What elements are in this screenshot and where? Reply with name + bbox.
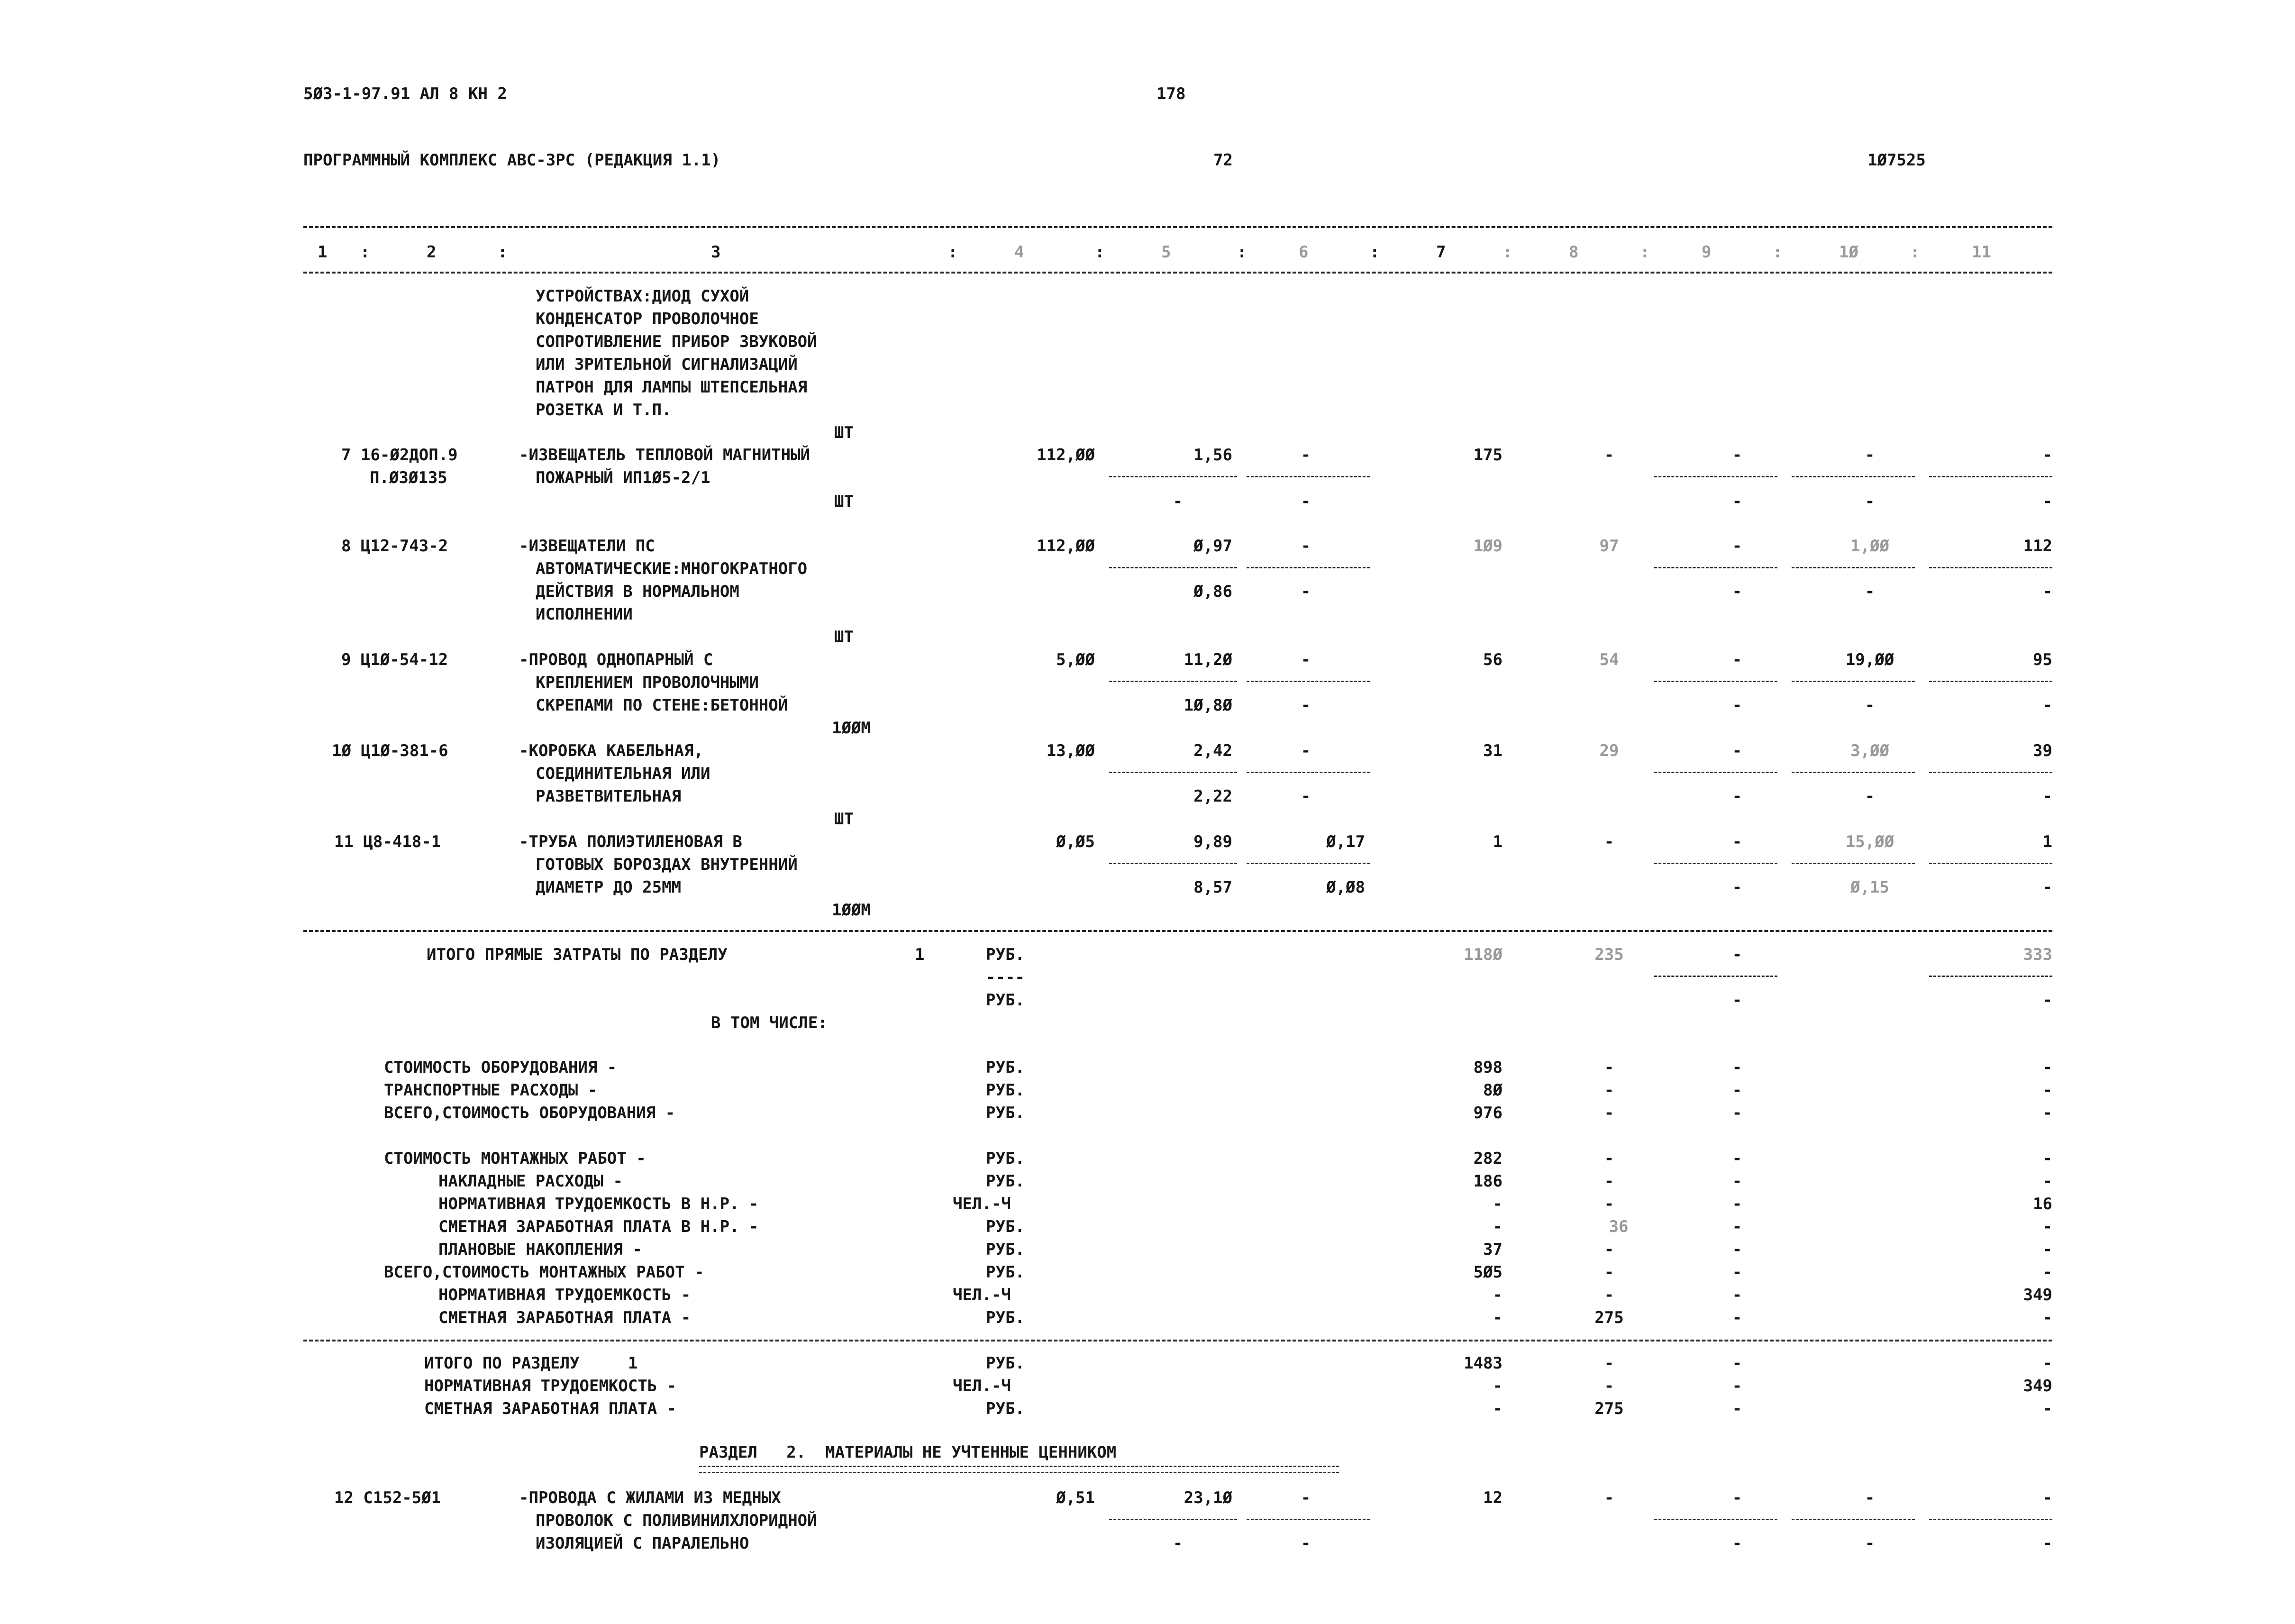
cell-c9: -	[1732, 741, 1742, 760]
unit-label: РУБ.	[986, 1058, 1025, 1077]
cell-total: 118Ø	[1464, 945, 1503, 964]
description-line: РОЗЕТКА И Т.П.	[536, 401, 672, 420]
cell-c9: -	[1732, 1399, 1742, 1418]
cell-divider	[1109, 567, 1237, 568]
cell-c11: -	[2042, 1172, 2052, 1191]
cell-c10-labor: -	[1865, 582, 1875, 601]
cell-c11: -	[2042, 1488, 2052, 1507]
cell-c11-labor: -	[2042, 492, 2052, 511]
cell-divider	[1929, 863, 2052, 864]
unit-label: РУБ.	[986, 1104, 1025, 1122]
program-title: ПРОГРАММНЫЙ КОМПЛЕКС АВС-3РС (РЕДАКЦИЯ 1.1)	[303, 151, 721, 170]
cell-divider	[1654, 1519, 1777, 1520]
breakdown-label: СТОИМОСТЬ ОБОРУДОВАНИЯ -	[384, 1058, 617, 1077]
cell-divider	[1792, 863, 1915, 864]
cell-c6-labor: -	[1301, 696, 1311, 715]
cell-divider	[1792, 681, 1915, 682]
section-total-label: НОРМАТИВНАЯ ТРУДОЕМКОСТЬ -	[424, 1377, 677, 1396]
item-description: РАЗВЕТВИТЕЛЬНАЯ	[536, 787, 682, 806]
cell-qty: 112,ØØ	[1037, 537, 1095, 556]
cell-c8: -	[1604, 1058, 1614, 1077]
unit-label: ШТ	[834, 423, 854, 442]
cell-c6: -	[1301, 650, 1311, 669]
document-code: 5Ø3-1-97.91 АЛ 8 КН 2	[303, 84, 507, 103]
item-code-ext: П.Ø3Ø135	[370, 468, 447, 487]
item-description: ПОЖАРНЫЙ ИП1Ø5-2/1	[536, 468, 710, 487]
cell-divider	[1247, 681, 1370, 682]
item-description: ГОТОВЫХ БОРОЗДАХ ВНУТРЕННИЙ	[536, 855, 798, 874]
item-code: 1Ø Ц1Ø-381-6	[332, 741, 448, 760]
table-top-rule	[303, 226, 2052, 228]
cell-divider	[1247, 1519, 1370, 1520]
col-header-6: 6	[1299, 243, 1309, 262]
cell-total: 56	[1483, 650, 1503, 669]
col-header-5: 5	[1161, 243, 1171, 262]
unit-label: РУБ.	[986, 945, 1025, 964]
description-line: СОПРОТИВЛЕНИЕ ПРИБОР ЗВУКОВОЙ	[536, 332, 817, 351]
cell-c9-labor: -	[1732, 696, 1742, 715]
col-separator: :	[1640, 243, 1650, 262]
cell-c5-labor: 2,22	[1193, 787, 1232, 806]
cell-total: -	[1493, 1217, 1503, 1236]
cell-c5-labor: 8,57	[1193, 878, 1232, 897]
including-heading: В ТОМ ЧИСЛЕ:	[711, 1013, 828, 1032]
cell-divider	[1929, 976, 2052, 977]
col-separator: :	[498, 243, 508, 262]
cell-unit-price: Ø,97	[1193, 537, 1232, 556]
cell-total: 12	[1483, 1488, 1503, 1507]
cell-total: 5Ø5	[1473, 1263, 1503, 1282]
cell-divider	[1654, 976, 1777, 977]
cell-c9-labor: -	[1732, 787, 1742, 806]
cell-total: 1Ø9	[1473, 537, 1503, 556]
col-header-4: 4	[1014, 243, 1024, 262]
cell-c10-labor: -	[1865, 492, 1875, 511]
description-line: КОНДЕНСАТОР ПРОВОЛОЧНОЕ	[536, 310, 759, 328]
breakdown-label: ВСЕГО,СТОИМОСТЬ ОБОРУДОВАНИЯ -	[384, 1104, 675, 1122]
cell-c9: -	[1732, 446, 1742, 465]
cell-c8: -	[1604, 1286, 1614, 1305]
description-line: УСТРОЙСТВАХ:ДИОД СУХОЙ	[536, 287, 749, 306]
cell-total: 8Ø	[1483, 1081, 1503, 1100]
document-number: 1Ø7525	[1867, 151, 1926, 170]
cell-c8: -	[1604, 1104, 1614, 1122]
cell-c9: -	[1732, 1058, 1742, 1077]
col-separator: :	[1370, 243, 1380, 262]
cell-divider	[1792, 567, 1915, 568]
cell-unit-price: 9,89	[1193, 832, 1232, 851]
cell-unit-price: 11,2Ø	[1184, 650, 1232, 669]
cell-c9: -	[1732, 1172, 1742, 1191]
unit-label: ШТ	[834, 810, 854, 829]
cell-c9: -	[1732, 1217, 1742, 1236]
breakdown-label: СМЕТНАЯ ЗАРАБОТНАЯ ПЛАТА -	[438, 1308, 691, 1327]
col-separator: :	[1503, 243, 1512, 262]
cell-c11-labor: -	[2042, 787, 2052, 806]
cell-c11-labor: -	[2042, 1534, 2052, 1553]
item-description: -КОРОБКА КАБЕЛЬНАЯ,	[519, 741, 703, 760]
unit-label: РУБ.	[986, 1399, 1025, 1418]
cell-c8: 235	[1594, 945, 1624, 964]
cell-total: 1	[1493, 832, 1503, 851]
unit-label: РУБ.	[986, 1172, 1025, 1191]
cell-c5-labor: Ø,86	[1193, 582, 1232, 601]
item-description: -ИЗВЕЩАТЕЛИ ПС	[519, 537, 655, 556]
breakdown-label: СМЕТНАЯ ЗАРАБОТНАЯ ПЛАТА В Н.Р. -	[438, 1217, 759, 1236]
col-header-2: 2	[427, 243, 437, 262]
item-description: ИСПОЛНЕНИИ	[536, 605, 633, 624]
cell-c9: -	[1732, 1354, 1742, 1373]
item-description: СОЕДИНИТЕЛЬНАЯ ИЛИ	[536, 764, 710, 783]
item-code: 7 16-Ø2ДОП.9	[341, 446, 458, 465]
cell-total: -	[1493, 1399, 1503, 1418]
cell-c9: -	[1732, 945, 1742, 964]
cell-c11-labor: -	[2042, 878, 2052, 897]
section-title-underline	[699, 1466, 1339, 1473]
item-description: КРЕПЛЕНИЕМ ПРОВОЛОЧНЫМИ	[536, 673, 759, 692]
cell-total: 31	[1483, 741, 1503, 760]
cell-divider	[1109, 681, 1237, 682]
unit-label: ЧЕЛ.-Ч	[953, 1377, 1011, 1396]
item-description: ДИАМЕТР ДО 25ММ	[536, 878, 682, 897]
section-rule	[303, 930, 2052, 932]
cell-c9: -	[1732, 1149, 1742, 1168]
breakdown-label: ПЛАНОВЫЕ НАКОПЛЕНИЯ -	[438, 1240, 642, 1259]
cell-c9-labor: -	[1732, 582, 1742, 601]
cell-c8: 36	[1609, 1217, 1629, 1236]
cell-c11: -	[2042, 1217, 2052, 1236]
cell-unit-price: 23,1Ø	[1184, 1488, 1232, 1507]
cell-c9: -	[1732, 1081, 1742, 1100]
cell-c11: -	[2042, 1263, 2052, 1282]
cell-divider	[1792, 1519, 1915, 1520]
cell-c11: -	[2042, 1240, 2052, 1259]
item-code: 12 С152-5Ø1	[334, 1488, 441, 1507]
unit-divider: ----	[986, 968, 1025, 987]
unit-label: ЧЕЛ.-Ч	[953, 1195, 1011, 1213]
cell-total: -	[1493, 1286, 1503, 1305]
cell-c9: -	[1732, 1263, 1742, 1282]
cell-divider	[1109, 772, 1237, 773]
cell-divider	[1654, 567, 1777, 568]
cell-c8: -	[1604, 832, 1614, 851]
cell-c9: -	[1732, 1286, 1742, 1305]
cell-c9: -	[1732, 1377, 1742, 1396]
cell-c8: -	[1604, 1263, 1614, 1282]
cell-total: 282	[1473, 1149, 1503, 1168]
cell-qty: 5,ØØ	[1056, 650, 1095, 669]
col-separator: :	[1773, 243, 1783, 262]
breakdown-label: НОРМАТИВНАЯ ТРУДОЕМКОСТЬ -	[438, 1286, 691, 1305]
cell-c6: -	[1301, 446, 1311, 465]
cell-c11: -	[2042, 1149, 2052, 1168]
cell-total: 898	[1473, 1058, 1503, 1077]
cell-c11-labor: -	[2042, 696, 2052, 715]
cell-c8: -	[1604, 446, 1614, 465]
col-header-1: 1	[318, 243, 328, 262]
cell-c9-labor: -	[1732, 991, 1742, 1010]
unit-label: РУБ.	[986, 1354, 1025, 1373]
breakdown-label: НОРМАТИВНАЯ ТРУДОЕМКОСТЬ В Н.Р. -	[438, 1195, 759, 1213]
description-line: ПАТРОН ДЛЯ ЛАМПЫ ШТЕПСЕЛЬНАЯ	[536, 378, 808, 397]
cell-divider	[1109, 476, 1237, 477]
cell-c9-labor: -	[1732, 492, 1742, 511]
cell-divider	[1247, 476, 1370, 477]
cell-c5-labor: -	[1173, 1534, 1183, 1553]
cell-c11: -	[2042, 1058, 2052, 1077]
item-description: -ПРОВОДА С ЖИЛАМИ ИЗ МЕДНЫХ	[519, 1488, 781, 1507]
cell-c8: -	[1604, 1149, 1614, 1168]
unit-label: ШТ	[834, 492, 854, 511]
cell-c11: 349	[2023, 1286, 2052, 1305]
cell-total: 976	[1473, 1104, 1503, 1122]
cell-divider	[1247, 863, 1370, 864]
col-header-11: 11	[1972, 243, 1991, 262]
cell-c10: 1,ØØ	[1850, 537, 1889, 556]
cell-unit-price: 1,56	[1193, 446, 1232, 465]
cell-c9: -	[1732, 832, 1742, 851]
unit-label: РУБ.	[986, 991, 1025, 1010]
cell-total: 175	[1473, 446, 1503, 465]
cell-c5-labor: 1Ø,8Ø	[1184, 696, 1232, 715]
cell-c6-labor: -	[1301, 582, 1311, 601]
cell-c9: -	[1732, 1240, 1742, 1259]
col-header-7: 7	[1436, 243, 1446, 262]
cell-divider	[1929, 476, 2052, 477]
cell-divider	[1654, 863, 1777, 864]
cell-c9: -	[1732, 537, 1742, 556]
cell-c11: -	[2042, 1308, 2052, 1327]
cell-c10-labor: Ø,15	[1850, 878, 1889, 897]
cell-c9: -	[1732, 1488, 1742, 1507]
cell-c11-labor: -	[2042, 582, 2052, 601]
cell-divider	[1654, 772, 1777, 773]
cell-c10: 15,ØØ	[1845, 832, 1894, 851]
cell-divider	[1109, 1519, 1237, 1520]
cell-c5-labor: -	[1173, 492, 1183, 511]
section-title: РАЗДЕЛ 2. МАТЕРИАЛЫ НЕ УЧТЕННЫЕ ЦЕННИКОМ	[699, 1443, 1117, 1462]
cell-c8: 54	[1599, 650, 1619, 669]
cell-qty: Ø,51	[1056, 1488, 1095, 1507]
cell-c10-labor: -	[1865, 1534, 1875, 1553]
cell-c9-labor: -	[1732, 1534, 1742, 1553]
col-header-3: 3	[711, 243, 721, 262]
item-description: АВТОМАТИЧЕСКИЕ:МНОГОКРАТНОГО	[536, 559, 808, 578]
cell-divider	[1792, 772, 1915, 773]
cell-c11: 39	[2033, 741, 2052, 760]
direct-costs-label: ИТОГО ПРЯМЫЕ ЗАТРАТЫ ПО РАЗДЕЛУ	[427, 945, 728, 964]
cell-c6: -	[1301, 537, 1311, 556]
unit-label: РУБ.	[986, 1240, 1025, 1259]
item-description: СКРЕПАМИ ПО СТЕНЕ:БЕТОННОЙ	[536, 696, 788, 715]
unit-label: РУБ.	[986, 1263, 1025, 1282]
cell-c6: Ø,17	[1326, 832, 1365, 851]
breakdown-label: НАКЛАДНЫЕ РАСХОДЫ -	[438, 1172, 623, 1191]
item-description: ДЕЙСТВИЯ В НОРМАЛЬНОМ	[536, 582, 739, 601]
description-line: ИЛИ ЗРИТЕЛЬНОЙ СИГНАЛИЗАЦИЙ	[536, 355, 798, 374]
cell-c6-labor: -	[1301, 492, 1311, 511]
item-description: ПРОВОЛОК С ПОЛИВИНИЛХЛОРИДНОЙ	[536, 1511, 817, 1530]
cell-c6: -	[1301, 1488, 1311, 1507]
unit-label: 1ØØМ	[832, 901, 871, 920]
cell-c6: -	[1301, 741, 1311, 760]
cell-c6-labor: Ø,Ø8	[1326, 878, 1365, 897]
cell-total: -	[1493, 1308, 1503, 1327]
cell-c11: 1	[2042, 832, 2052, 851]
unit-label: ЧЕЛ.-Ч	[953, 1286, 1011, 1305]
cell-c8: -	[1604, 1488, 1614, 1507]
cell-c6-labor: -	[1301, 1534, 1311, 1553]
cell-qty: 13,ØØ	[1046, 741, 1095, 760]
cell-c11-labor: -	[2042, 991, 2052, 1010]
cell-divider	[1109, 863, 1237, 864]
cell-c8: -	[1604, 1377, 1614, 1396]
cell-c11: -	[2042, 1081, 2052, 1100]
cell-qty: Ø,Ø5	[1056, 832, 1095, 851]
cell-divider	[1247, 567, 1370, 568]
col-separator: :	[1237, 243, 1247, 262]
unit-label: РУБ.	[986, 1217, 1025, 1236]
cell-c9: -	[1732, 1104, 1742, 1122]
cell-c8: -	[1604, 1172, 1614, 1191]
item-code: 9 Ц1Ø-54-12	[341, 650, 448, 669]
cell-divider	[1654, 681, 1777, 682]
cell-c11: 349	[2023, 1377, 2052, 1396]
cell-c10-labor: -	[1865, 787, 1875, 806]
cell-c8: -	[1604, 1354, 1614, 1373]
cell-c10-labor: -	[1865, 696, 1875, 715]
col-header-9: 9	[1702, 243, 1712, 262]
cell-c8: -	[1604, 1081, 1614, 1100]
cell-c11: -	[2042, 1399, 2052, 1418]
col-separator: :	[360, 243, 370, 262]
item-description: ИЗОЛЯЦИЕЙ С ПАРАЛЕЛЬНО	[536, 1534, 749, 1553]
cell-divider	[1929, 681, 2052, 682]
section-rule	[303, 1340, 2052, 1341]
cell-c11: 95	[2033, 650, 2052, 669]
breakdown-label: СТОИМОСТЬ МОНТАЖНЫХ РАБОТ -	[384, 1149, 646, 1168]
cell-total: -	[1493, 1195, 1503, 1213]
section-total-label: ИТОГО ПО РАЗДЕЛУ 1	[424, 1354, 638, 1373]
cell-c10: -	[1865, 1488, 1875, 1507]
cell-c8: 29	[1599, 741, 1619, 760]
page-number: 178	[1157, 84, 1186, 103]
item-description: -ТРУБА ПОЛИЭТИЛЕНОВАЯ В	[519, 832, 742, 851]
cell-c8: 275	[1594, 1308, 1624, 1327]
cell-c11: 112	[2023, 537, 2052, 556]
cell-unit-price: 2,42	[1193, 741, 1232, 760]
cell-qty: 112,ØØ	[1037, 446, 1095, 465]
cell-c11: -	[2042, 1354, 2052, 1373]
item-description: -ПРОВОД ОДНОПАРНЫЙ С	[519, 650, 713, 669]
cell-c11: 16	[2033, 1195, 2052, 1213]
cell-c6-labor: -	[1301, 787, 1311, 806]
col-header-10: 1Ø	[1839, 243, 1858, 262]
cell-c10: 3,ØØ	[1850, 741, 1889, 760]
item-code: 8 Ц12-743-2	[341, 537, 448, 556]
cell-c9-labor: -	[1732, 878, 1742, 897]
cell-c9: -	[1732, 650, 1742, 669]
cell-c11: -	[2042, 1104, 2052, 1122]
cell-total: 1483	[1464, 1354, 1503, 1373]
cell-divider	[1929, 772, 2052, 773]
cell-divider	[1247, 772, 1370, 773]
unit-label: РУБ.	[986, 1149, 1025, 1168]
cell-divider	[1654, 476, 1777, 477]
cell-divider	[1792, 476, 1915, 477]
cell-total: 37	[1483, 1240, 1503, 1259]
cell-divider	[1929, 1519, 2052, 1520]
program-page: 72	[1213, 151, 1233, 170]
cell-c11: -	[2042, 446, 2052, 465]
breakdown-label: ВСЕГО,СТОИМОСТЬ МОНТАЖНЫХ РАБОТ -	[384, 1263, 704, 1282]
cell-divider	[1929, 567, 2052, 568]
cell-c8: -	[1604, 1240, 1614, 1259]
cell-total: -	[1493, 1377, 1503, 1396]
cell-c10: -	[1865, 446, 1875, 465]
direct-costs-section: 1	[915, 945, 925, 964]
cell-c10: 19,ØØ	[1845, 650, 1894, 669]
item-code: 11 Ц8-418-1	[334, 832, 441, 851]
cell-c8: -	[1604, 1195, 1614, 1213]
col-header-8: 8	[1569, 243, 1579, 262]
header-bottom-rule	[303, 272, 2052, 274]
cell-total: 186	[1473, 1172, 1503, 1191]
unit-label: 1ØØМ	[832, 719, 871, 738]
unit-label: РУБ.	[986, 1081, 1025, 1100]
unit-label: ШТ	[834, 628, 854, 647]
cell-c11: 333	[2023, 945, 2052, 964]
cell-c8: 97	[1599, 537, 1619, 556]
section-total-label: СМЕТНАЯ ЗАРАБОТНАЯ ПЛАТА -	[424, 1399, 677, 1418]
col-separator: :	[1095, 243, 1105, 262]
cell-c9: -	[1732, 1308, 1742, 1327]
col-separator: :	[948, 243, 958, 262]
cell-c8: 275	[1594, 1399, 1624, 1418]
cell-c9: -	[1732, 1195, 1742, 1213]
breakdown-label: ТРАНСПОРТНЫЕ РАСХОДЫ -	[384, 1081, 598, 1100]
unit-label: РУБ.	[986, 1308, 1025, 1327]
col-separator: :	[1910, 243, 1920, 262]
item-description: -ИЗВЕЩАТЕЛЬ ТЕПЛОВОЙ МАГНИТНЫЙ	[519, 446, 811, 465]
